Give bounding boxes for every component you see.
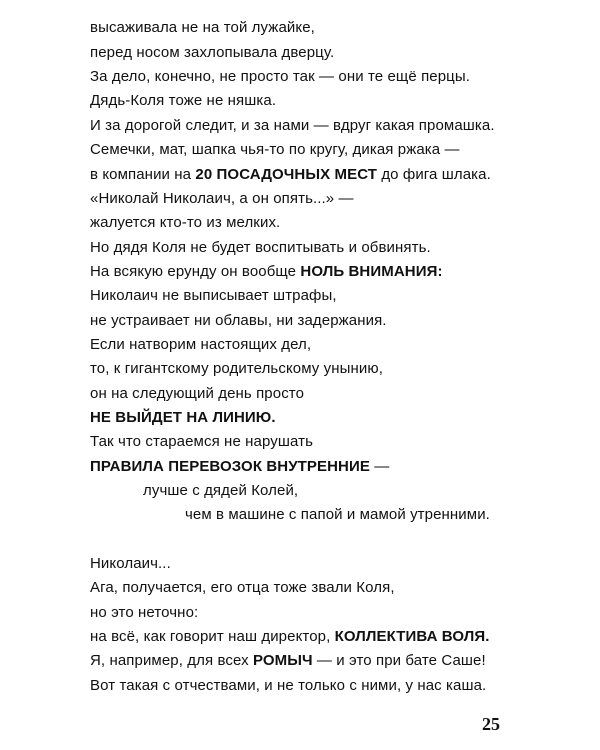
emphasis-text: РОМЫЧ	[252, 652, 313, 669]
text-line: Но дядя Коля не будет воспитывать и обвинять.	[90, 239, 431, 256]
text-line: Если натворим настоящих дел,	[90, 336, 312, 353]
text-line: За дело, конечно, не просто так — они те ещё перцы.	[90, 68, 471, 85]
emphasis-text: ПРАВИЛА ПЕРЕВОЗОК ВНУТРЕННИЕ	[90, 458, 370, 475]
text-line: Так что стараемся не нарушать	[90, 433, 313, 450]
text-line: лучше с дядей Колей,	[143, 482, 299, 499]
emphasis-text: КОЛЛЕКТИВА ВОЛЯ.	[334, 628, 490, 645]
text-line: Семечки, мат, шапка чья-то по кругу, дикая ржака —	[90, 141, 460, 158]
text-line: ПРАВИЛА ПЕРЕВОЗОК ВНУТРЕННИЕ —	[90, 458, 390, 475]
text-line: Николаич не выписывает штрафы,	[90, 287, 337, 304]
emphasis-text: НОЛЬ ВНИМАНИЯ:	[300, 263, 443, 280]
text-line: на всё, как говорит наш директор, КОЛЛЕКТИВА ВОЛЯ.	[90, 628, 490, 645]
page-number: 25	[482, 714, 500, 734]
text-line: чем в машине с папой и мамой утренними.	[185, 506, 490, 523]
text-line: то, к гигантскому родительскому унынию,	[90, 360, 384, 377]
text-line: не устраивает ни облавы, ни задержания.	[90, 312, 387, 329]
text-line: Дядь-Коля тоже не няшка.	[90, 92, 277, 109]
text-line: Ага, получается, его отца тоже звали Коля,	[90, 579, 395, 596]
text-line: высаживала не на той лужайке,	[90, 19, 315, 36]
emphasis-text: 20 ПОСАДОЧНЫХ МЕСТ	[195, 166, 378, 183]
text-line: но это неточно:	[90, 604, 199, 621]
text-line: перед носом захлопывала дверцу.	[90, 44, 335, 61]
text-line: Вот такая с отчествами, и не только с ними, у нас каша.	[90, 677, 487, 694]
text-line: Николаич...	[90, 555, 171, 572]
text-line	[90, 408, 276, 427]
text-line: И за дорогой следит, и за нами — вдруг какая промашка.	[90, 117, 495, 134]
text-line: он на следующий день просто	[90, 385, 305, 402]
text-line: Я, например, для всех РОМЫЧ — и это при бате Саше!	[90, 652, 486, 669]
emphasis-text: НЕ ВЫЙДЕТ НА ЛИНИЮ.	[90, 409, 276, 426]
text-line: «Николай Николаич, а он опять...» —	[90, 190, 354, 207]
text-line: в компании на 20 ПОСАДОЧНЫХ МЕСТ до фига шлака.	[90, 166, 491, 183]
text-line: На всякую ерунду он вообще НОЛЬ ВНИМАНИЯ:	[90, 263, 443, 280]
text-line: жалуется кто-то из мелких.	[90, 214, 281, 231]
